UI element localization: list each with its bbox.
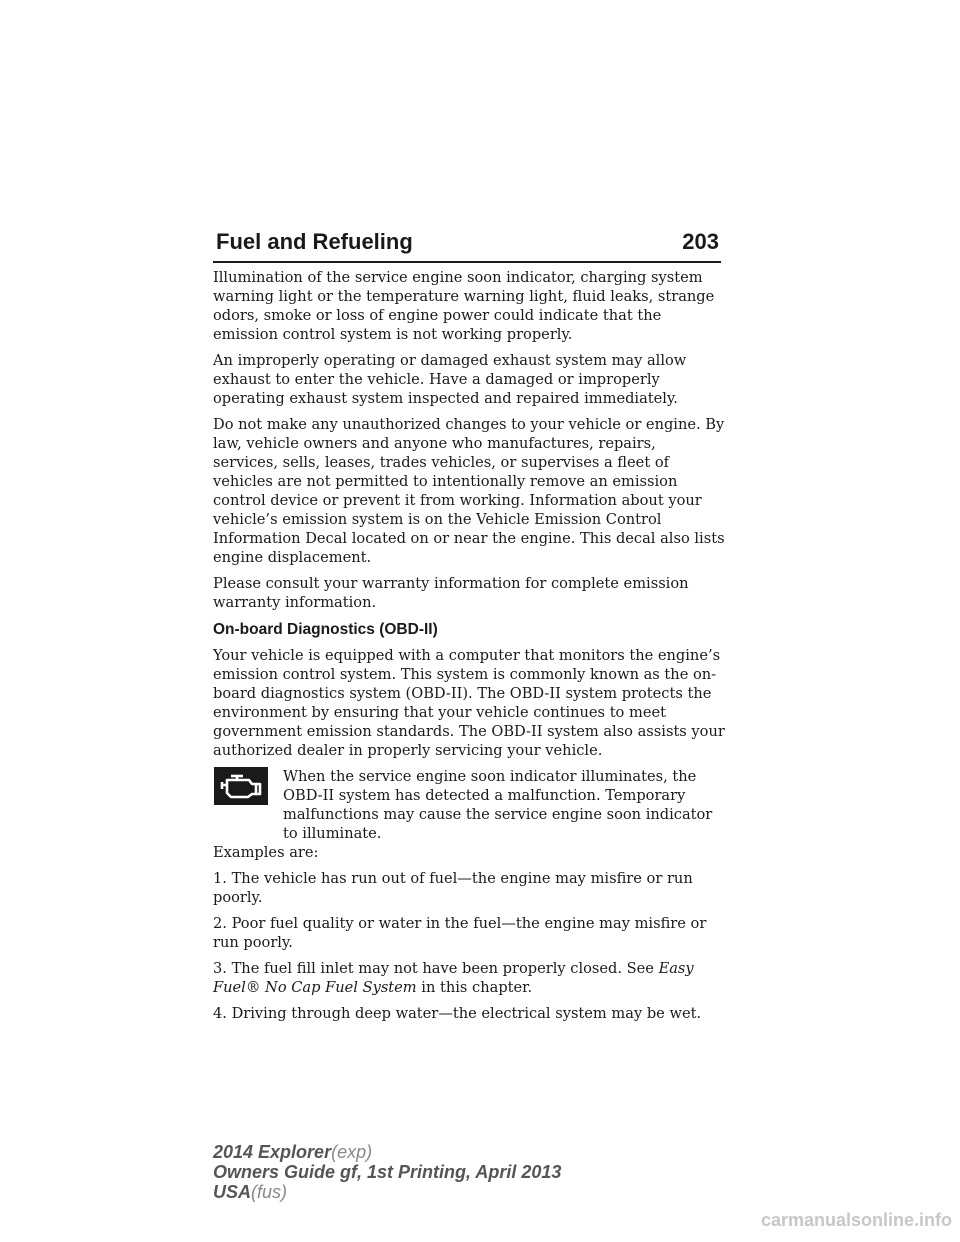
paragraph: Illumination of the service engine soon indicator, charging system warning light or the temperature warning light, fluid leaks, strange odors, smoke or loss of engine power could indicate that the emission control system is not working properly. xyxy=(213,269,715,343)
list-item xyxy=(213,959,725,997)
paragraph: Do not make any unauthorized changes to your vehicle or engine. By law, vehicle owners and anyone who manufactures, repairs, services, sells, leases, trades vehicles, or supervises a fleet of vehicles are not permitted to intentionally remove an emission control device or prevent it from working. Information about your vehicle’s emission system is on the Vehicle Emission Control Information Decal located on or near the engine. This decal also lists engine displacement. xyxy=(213,416,725,566)
watermark: carmanualsonline.info xyxy=(760,1210,952,1230)
page-header xyxy=(213,225,721,263)
list-item-text: in this chapter. xyxy=(416,979,533,996)
footer-market: USA xyxy=(213,1182,252,1202)
list-item: 1. The vehicle has run out of fuel—the engine may misfire or run poorly. xyxy=(213,870,693,906)
list-item-text: 3. The fuel fill inlet may not have been properly closed. See xyxy=(213,960,659,977)
page-footer xyxy=(213,1142,561,1202)
footer-market-code: (fus) xyxy=(251,1182,288,1202)
page-content xyxy=(213,268,725,1030)
footer-model: 2014 Explorer xyxy=(213,1142,332,1162)
paragraph: An improperly operating or damaged exhaust system may allow exhaust to enter the vehicle. Have a damaged or improperly operating exhaust system inspected and repaired immediately. xyxy=(213,352,687,407)
paragraph: Please consult your warranty information for complete emission warranty information. xyxy=(213,575,689,611)
cross-reference-link[interactable]: Easy Fuel® No Cap Fuel System xyxy=(213,960,694,996)
list-item: 4. Driving through deep water—the electrical system may be wet. xyxy=(213,1005,702,1022)
list-item: 2. Poor fuel quality or water in the fuel—the engine may misfire or run poorly. xyxy=(213,915,707,951)
examples-label: Examples are: xyxy=(213,844,319,861)
footer-model-code: (exp) xyxy=(331,1142,373,1162)
section-title: Fuel and Refueling xyxy=(216,229,413,254)
indicator-note xyxy=(213,767,725,843)
footer-edition: Owners Guide gf, 1st Printing, April 2013 xyxy=(213,1162,562,1182)
check-engine-icon xyxy=(214,767,268,805)
indicator-description: When the service engine soon indicator illuminates, the OBD-II system has detected a malfunction. Temporary malfunctions may cause the service engine soon indicator to illuminate. xyxy=(283,768,713,842)
page-number: 203 xyxy=(682,229,719,254)
section-heading: On-board Diagnostics (OBD-II) xyxy=(213,621,438,638)
paragraph: Your vehicle is equipped with a computer that monitors the engine’s emission control system. This system is commonly known as the on-board diagnostics system (OBD-II). The OBD-II system protects the environment by ensuring that your vehicle continues to meet government emission standards. The OBD-II system also assists your authorized dealer in properly servicing your vehicle. xyxy=(213,647,725,759)
